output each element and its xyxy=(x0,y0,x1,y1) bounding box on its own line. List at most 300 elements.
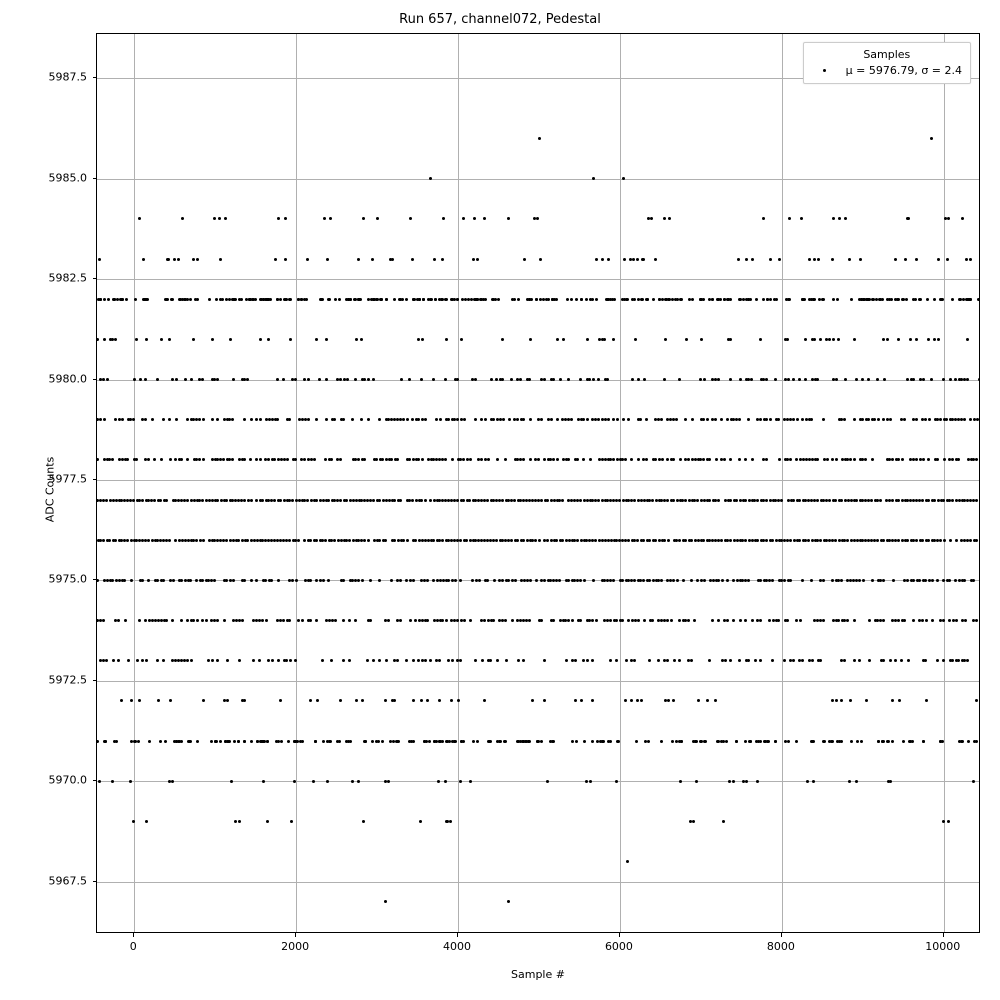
data-point xyxy=(975,539,978,542)
data-point xyxy=(717,499,720,502)
data-point xyxy=(792,659,795,662)
data-point xyxy=(915,258,918,261)
data-point xyxy=(663,378,666,381)
data-point xyxy=(881,298,884,301)
data-point xyxy=(703,740,706,743)
data-point xyxy=(765,378,768,381)
data-point xyxy=(218,217,221,220)
data-point xyxy=(462,458,465,461)
x-tick xyxy=(133,933,134,937)
data-point xyxy=(402,539,405,542)
data-point xyxy=(267,338,270,341)
data-point xyxy=(969,499,972,502)
data-point xyxy=(747,418,750,421)
data-point xyxy=(837,619,840,622)
gridline-horizontal xyxy=(97,380,979,381)
gridline-vertical xyxy=(944,34,945,932)
data-point xyxy=(314,740,317,743)
data-point xyxy=(507,217,510,220)
data-point xyxy=(417,458,420,461)
data-point xyxy=(469,619,472,622)
data-point xyxy=(804,539,807,542)
data-point xyxy=(153,458,156,461)
data-point xyxy=(529,418,532,421)
data-point xyxy=(912,378,915,381)
x-tick xyxy=(457,933,458,937)
data-point xyxy=(414,539,417,542)
data-point xyxy=(106,378,109,381)
data-point xyxy=(277,217,280,220)
data-point xyxy=(720,740,723,743)
data-point xyxy=(558,579,561,582)
data-point xyxy=(889,780,892,783)
data-point xyxy=(501,499,504,502)
data-point xyxy=(774,378,777,381)
data-point xyxy=(942,820,945,823)
data-point xyxy=(153,499,156,502)
data-point xyxy=(266,820,269,823)
data-point xyxy=(716,740,719,743)
data-point xyxy=(759,418,762,421)
data-point xyxy=(238,659,241,662)
data-point xyxy=(363,539,366,542)
data-point xyxy=(265,298,268,301)
data-point xyxy=(175,740,178,743)
data-point xyxy=(840,499,843,502)
data-point xyxy=(325,338,328,341)
data-point xyxy=(315,539,318,542)
data-point xyxy=(840,699,843,702)
data-point xyxy=(562,338,565,341)
data-point xyxy=(442,217,445,220)
data-point xyxy=(378,499,381,502)
data-point xyxy=(582,418,585,421)
data-point xyxy=(936,579,939,582)
data-point xyxy=(858,579,861,582)
data-point xyxy=(931,579,934,582)
data-point xyxy=(928,418,931,421)
data-point xyxy=(438,659,441,662)
data-point xyxy=(241,619,244,622)
data-point xyxy=(888,298,891,301)
data-point xyxy=(597,499,600,502)
data-point xyxy=(835,378,838,381)
data-point xyxy=(583,740,586,743)
data-point xyxy=(726,418,729,421)
data-point xyxy=(420,499,423,502)
data-point xyxy=(456,418,459,421)
data-point xyxy=(309,539,312,542)
data-point xyxy=(171,780,174,783)
data-point xyxy=(606,378,609,381)
data-point xyxy=(450,298,453,301)
y-tick-label: 5987.5 xyxy=(48,70,87,84)
data-point xyxy=(456,499,459,502)
data-point xyxy=(607,258,610,261)
data-point xyxy=(552,740,555,743)
data-point xyxy=(822,298,825,301)
data-point xyxy=(390,458,393,461)
data-point xyxy=(147,579,150,582)
data-point xyxy=(588,378,591,381)
data-point xyxy=(385,298,388,301)
data-point xyxy=(301,418,304,421)
data-point xyxy=(540,499,543,502)
data-point xyxy=(936,659,939,662)
data-point xyxy=(505,659,508,662)
data-point xyxy=(96,740,99,743)
data-point xyxy=(877,740,880,743)
y-tick-label: 5977.5 xyxy=(48,472,87,486)
data-point xyxy=(111,338,114,341)
data-point xyxy=(671,298,674,301)
data-point xyxy=(864,458,867,461)
data-point xyxy=(523,258,526,261)
data-point xyxy=(441,539,444,542)
data-point xyxy=(328,740,331,743)
data-point xyxy=(339,499,342,502)
data-point xyxy=(414,619,417,622)
data-point xyxy=(717,378,720,381)
data-point xyxy=(813,298,816,301)
data-point xyxy=(114,539,117,542)
data-point xyxy=(965,258,968,261)
data-point xyxy=(925,699,928,702)
data-point xyxy=(859,258,862,261)
data-point xyxy=(345,298,348,301)
data-point xyxy=(762,217,765,220)
data-point xyxy=(892,579,895,582)
data-point xyxy=(672,499,675,502)
data-point xyxy=(240,298,243,301)
data-point xyxy=(334,619,337,622)
data-point xyxy=(211,418,214,421)
data-point xyxy=(907,217,910,220)
data-point xyxy=(603,338,606,341)
data-point xyxy=(579,579,582,582)
data-point xyxy=(445,338,448,341)
data-point xyxy=(451,659,454,662)
data-point xyxy=(186,458,189,461)
data-point xyxy=(660,579,663,582)
data-point xyxy=(330,659,333,662)
data-point xyxy=(894,298,897,301)
data-point xyxy=(97,298,100,301)
data-point xyxy=(120,699,123,702)
data-point xyxy=(334,298,337,301)
data-point xyxy=(756,780,759,783)
data-point xyxy=(961,740,964,743)
data-point xyxy=(629,258,632,261)
data-point xyxy=(138,699,141,702)
data-point xyxy=(423,740,426,743)
data-point xyxy=(726,579,729,582)
data-point xyxy=(405,579,408,582)
data-point xyxy=(325,418,328,421)
data-point xyxy=(663,217,666,220)
data-point xyxy=(699,298,702,301)
data-point xyxy=(694,740,697,743)
data-point xyxy=(724,659,727,662)
data-point xyxy=(963,418,966,421)
data-point xyxy=(96,338,99,341)
data-point xyxy=(501,338,504,341)
y-tick-label: 5975.0 xyxy=(48,572,87,586)
data-point xyxy=(226,699,229,702)
data-point xyxy=(180,740,183,743)
data-point xyxy=(453,740,456,743)
data-point xyxy=(353,298,356,301)
data-point xyxy=(476,740,479,743)
data-point xyxy=(362,820,365,823)
data-point xyxy=(739,298,742,301)
data-point xyxy=(876,539,879,542)
data-point xyxy=(595,258,598,261)
data-point xyxy=(112,298,115,301)
data-point xyxy=(951,458,954,461)
data-point xyxy=(196,258,199,261)
data-point xyxy=(202,418,205,421)
data-point xyxy=(783,659,786,662)
data-point xyxy=(232,579,235,582)
data-point xyxy=(225,539,228,542)
data-point xyxy=(250,740,253,743)
data-point xyxy=(151,418,154,421)
data-point xyxy=(354,378,357,381)
data-point xyxy=(189,579,192,582)
data-point xyxy=(808,258,811,261)
data-point xyxy=(664,338,667,341)
data-point xyxy=(135,458,138,461)
data-point xyxy=(378,659,381,662)
data-point xyxy=(702,418,705,421)
data-point xyxy=(323,217,326,220)
data-point xyxy=(231,458,234,461)
data-point xyxy=(219,258,222,261)
data-point xyxy=(744,539,747,542)
y-tick xyxy=(93,579,97,580)
data-point xyxy=(860,298,863,301)
data-point xyxy=(329,217,332,220)
data-point xyxy=(495,539,498,542)
data-point xyxy=(777,619,780,622)
data-point xyxy=(180,579,183,582)
data-point xyxy=(375,458,378,461)
data-point xyxy=(132,820,135,823)
data-point xyxy=(561,499,564,502)
data-point xyxy=(459,780,462,783)
data-point xyxy=(437,780,440,783)
data-point xyxy=(652,298,655,301)
data-point xyxy=(484,418,487,421)
data-point xyxy=(886,338,889,341)
data-point xyxy=(755,740,758,743)
data-point xyxy=(287,740,290,743)
data-point xyxy=(621,579,624,582)
data-point xyxy=(393,298,396,301)
data-point xyxy=(831,699,834,702)
data-point xyxy=(591,740,594,743)
y-tick xyxy=(93,479,97,480)
data-point xyxy=(132,499,135,502)
data-point xyxy=(684,499,687,502)
data-point xyxy=(315,579,318,582)
data-point xyxy=(751,619,754,622)
data-point xyxy=(612,579,615,582)
data-point xyxy=(188,740,191,743)
data-point xyxy=(522,539,525,542)
data-point xyxy=(104,740,107,743)
data-point xyxy=(537,740,540,743)
data-point xyxy=(738,418,741,421)
data-point xyxy=(112,659,115,662)
data-point xyxy=(497,298,500,301)
data-point xyxy=(877,418,880,421)
data-point xyxy=(799,619,802,622)
data-point xyxy=(412,659,415,662)
y-axis-label: ADC Counts xyxy=(43,456,57,523)
data-point xyxy=(855,378,858,381)
data-point xyxy=(130,699,133,702)
data-point xyxy=(385,659,388,662)
data-point xyxy=(678,619,681,622)
data-point xyxy=(795,458,798,461)
data-point xyxy=(634,338,637,341)
data-point xyxy=(798,539,801,542)
data-point xyxy=(843,659,846,662)
data-point xyxy=(422,298,425,301)
y-tick xyxy=(93,780,97,781)
data-point xyxy=(201,378,204,381)
data-point xyxy=(419,820,422,823)
data-point xyxy=(873,418,876,421)
data-point xyxy=(243,458,246,461)
data-point xyxy=(567,458,570,461)
data-point xyxy=(145,820,148,823)
data-point xyxy=(357,258,360,261)
data-point xyxy=(441,619,444,622)
data-point xyxy=(850,740,853,743)
data-point xyxy=(888,458,891,461)
y-tick xyxy=(93,680,97,681)
data-point xyxy=(483,217,486,220)
data-point xyxy=(900,659,903,662)
data-point xyxy=(160,458,163,461)
data-point xyxy=(580,298,583,301)
data-point xyxy=(417,418,420,421)
data-point xyxy=(930,378,933,381)
data-point xyxy=(622,177,625,180)
data-point xyxy=(261,619,264,622)
data-point xyxy=(975,619,978,622)
data-point xyxy=(979,418,980,421)
data-point xyxy=(921,539,924,542)
data-point xyxy=(678,539,681,542)
data-point xyxy=(750,378,753,381)
data-point xyxy=(270,579,273,582)
data-point xyxy=(408,378,411,381)
data-point xyxy=(339,458,342,461)
data-point xyxy=(369,579,372,582)
data-point xyxy=(454,579,457,582)
data-point xyxy=(186,499,189,502)
y-tick xyxy=(93,881,97,882)
data-point xyxy=(582,458,585,461)
data-point xyxy=(522,418,525,421)
data-point xyxy=(672,418,675,421)
data-point xyxy=(363,458,366,461)
data-point xyxy=(949,539,952,542)
x-axis-label: Sample # xyxy=(511,968,565,981)
data-point xyxy=(708,539,711,542)
data-point xyxy=(432,539,435,542)
data-point xyxy=(232,539,235,542)
data-point xyxy=(342,418,345,421)
data-point xyxy=(438,699,441,702)
data-point xyxy=(380,298,383,301)
data-point xyxy=(579,619,582,622)
data-point xyxy=(837,338,840,341)
data-point xyxy=(504,619,507,622)
data-point xyxy=(405,298,408,301)
data-point xyxy=(195,539,198,542)
data-point xyxy=(307,378,310,381)
data-point xyxy=(309,579,312,582)
data-point xyxy=(198,499,201,502)
data-point xyxy=(322,740,325,743)
data-point xyxy=(639,418,642,421)
data-point xyxy=(324,458,327,461)
data-point xyxy=(672,579,675,582)
data-point xyxy=(601,258,604,261)
data-point xyxy=(907,659,910,662)
data-point xyxy=(737,258,740,261)
data-point xyxy=(412,699,415,702)
data-point xyxy=(164,740,167,743)
data-point xyxy=(834,499,837,502)
data-point xyxy=(330,539,333,542)
data-point xyxy=(401,298,404,301)
gridline-vertical xyxy=(458,34,459,932)
data-point xyxy=(157,699,160,702)
data-point xyxy=(117,659,120,662)
data-point xyxy=(939,418,942,421)
data-point xyxy=(222,458,225,461)
data-point xyxy=(811,659,814,662)
data-point xyxy=(418,298,421,301)
data-point xyxy=(601,740,604,743)
data-point xyxy=(250,579,253,582)
data-point xyxy=(156,659,159,662)
gridline-horizontal xyxy=(97,882,979,883)
data-point xyxy=(759,659,762,662)
data-point xyxy=(819,659,822,662)
data-point xyxy=(435,418,438,421)
data-point xyxy=(543,699,546,702)
data-point xyxy=(237,740,240,743)
data-point xyxy=(759,740,762,743)
data-point xyxy=(679,458,682,461)
data-point xyxy=(768,619,771,622)
data-point xyxy=(342,659,345,662)
data-point xyxy=(327,499,330,502)
data-point xyxy=(556,458,559,461)
data-point xyxy=(346,378,349,381)
gridline-horizontal xyxy=(97,681,979,682)
data-point xyxy=(262,780,265,783)
data-point xyxy=(502,418,505,421)
data-point xyxy=(216,499,219,502)
